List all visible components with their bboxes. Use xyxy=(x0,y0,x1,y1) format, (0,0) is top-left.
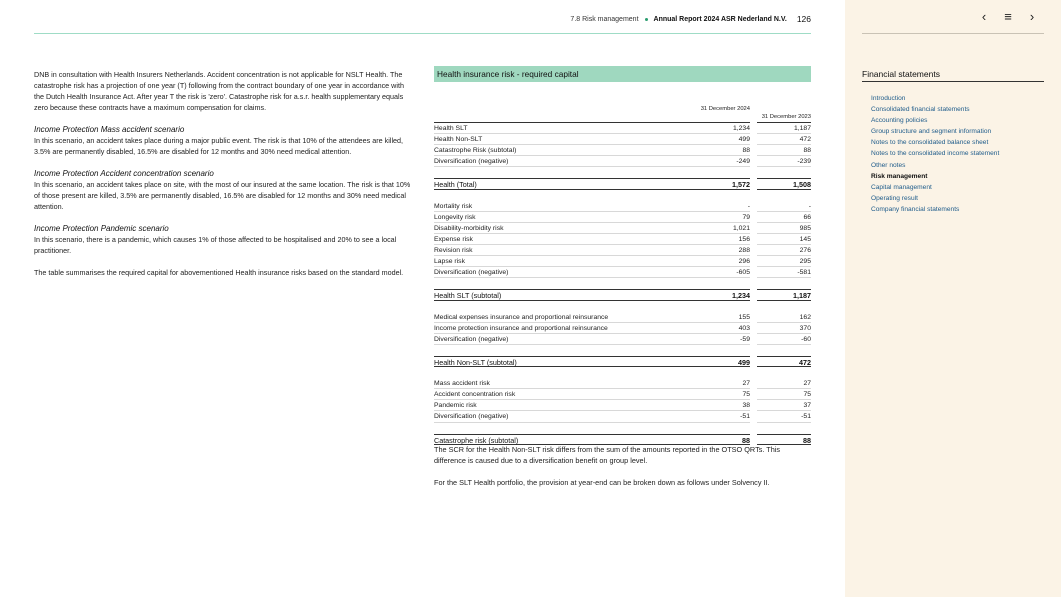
toc-item[interactable]: Company financial statements xyxy=(871,205,960,213)
value-2024: 155 xyxy=(696,312,750,323)
value-2023: 75 xyxy=(757,389,811,400)
table-column-headers xyxy=(434,82,811,123)
value-2023: 37 xyxy=(757,400,811,411)
value-2023: 295 xyxy=(757,256,811,267)
subtotal-label: Health Non-SLT (subtotal) xyxy=(434,356,696,367)
toc-item[interactable]: Capital management xyxy=(871,183,932,191)
row-label: Income protection insurance and proportional reinsurance xyxy=(434,323,696,334)
chevron-right-icon[interactable]: › xyxy=(1029,9,1035,24)
page-header xyxy=(570,14,811,24)
left-column xyxy=(34,69,412,289)
chevron-left-icon[interactable]: ‹ xyxy=(981,9,987,24)
row-label: Medical expenses insurance and proportional reinsurance xyxy=(434,312,696,323)
table-title: Health insurance risk - required capital xyxy=(434,66,811,82)
note-paragraph: For the SLT Health portfolio, the provision at year-end can be broken down as follows under Solvency II. xyxy=(434,478,770,487)
row-label: Pandemic risk xyxy=(434,400,696,411)
report-title: Annual Report 2024 ASR Nederland N.V. xyxy=(653,15,787,23)
section-label[interactable]: 7.8 Risk management xyxy=(570,15,639,23)
toc-item[interactable]: Introduction xyxy=(871,95,906,102)
value-2023: 145 xyxy=(757,234,811,245)
table-row xyxy=(434,123,811,134)
row-gap xyxy=(434,345,811,356)
toc-item[interactable]: Other notes xyxy=(871,161,906,169)
subtotal-label: Catastrophe risk (subtotal) xyxy=(434,434,696,445)
table-row xyxy=(434,223,811,234)
value-2023: 66 xyxy=(757,212,811,223)
table-row xyxy=(434,323,811,334)
table-row xyxy=(434,134,811,145)
summary-paragraph: The table summarises the required capital for abovementioned Health insurance risks based on the standard model. xyxy=(34,268,404,277)
table-row xyxy=(434,378,811,389)
value-2023: 370 xyxy=(757,323,811,334)
scenario-text: In this scenario, an accident takes place during a major public event. The risk is that 10% of the attendees are killed, 3.5% are permanently disabled, 16.5% are disabled for 12 months and 30% need medical attention. xyxy=(34,136,404,156)
row-label: Diversification (negative) xyxy=(434,156,696,167)
table-row xyxy=(434,156,811,167)
value-2023: 1,187 xyxy=(757,123,811,134)
nav-controls xyxy=(977,10,1039,23)
value-2024: -59 xyxy=(696,334,750,345)
toc-item[interactable]: Group structure and segment information xyxy=(871,128,992,136)
table-body xyxy=(434,123,811,456)
value-2023: 472 xyxy=(757,134,811,145)
table-row xyxy=(434,389,811,400)
value-2023: -51 xyxy=(757,411,811,422)
row-label: Diversification (negative) xyxy=(434,334,696,345)
table-row xyxy=(434,334,811,345)
value-2024: 156 xyxy=(696,234,750,245)
value-2024: 296 xyxy=(696,256,750,267)
value-2023: 276 xyxy=(757,245,811,256)
scenario-title: Income Protection Pandemic scenario xyxy=(34,224,169,233)
value-2024: -249 xyxy=(696,156,750,167)
value-2024: 88 xyxy=(696,145,750,156)
table-of-contents xyxy=(871,93,999,215)
subtotal-2023: 1,187 xyxy=(757,289,811,300)
sidebar-divider xyxy=(862,33,1044,34)
row-gap xyxy=(434,167,811,178)
row-label: Health Non-SLT xyxy=(434,134,696,145)
subtotal-row xyxy=(434,178,811,189)
row-label: Revision risk xyxy=(434,245,696,256)
value-2023: 162 xyxy=(757,312,811,323)
page-number: 126 xyxy=(796,14,811,24)
row-label: Disability-morbidity risk xyxy=(434,223,696,234)
scenario-pandemic xyxy=(34,223,412,256)
scenario-mass-accident xyxy=(34,124,412,157)
column-header-2024: 31 December 2024 xyxy=(700,106,750,112)
table-row xyxy=(434,267,811,278)
value-2024: 1,234 xyxy=(696,123,750,134)
value-2024: 79 xyxy=(696,212,750,223)
row-label: Diversification (negative) xyxy=(434,267,696,278)
intro-paragraph: DNB in consultation with Health Insurers Netherlands. Accident concentration is not applicable for NSLT Health. The catastrophe risk has a projection of one year (T) following from the contract boundary of one year in accordance with the Dutch Health Insurance Act. After year T the risk is 'zero'. Catastrophe risk for a.s.r. health supplementary equals zero because these contracts have a maximum compensation for claims. xyxy=(34,70,404,112)
value-2024: 75 xyxy=(696,389,750,400)
row-label: Mortality risk xyxy=(434,201,696,212)
row-label: Longevity risk xyxy=(434,212,696,223)
scenario-text: In this scenario, an accident takes place on site, with the most of our insured at the same location. The risk is that 10% of those present are killed, 3.5% are permanently disabled, 16.5% are disabled for 12 months and 30% need medical attention. xyxy=(34,180,411,211)
toc-item[interactable]: Notes to the consolidated income statement xyxy=(871,150,1000,158)
row-gap xyxy=(434,190,811,201)
table-row xyxy=(434,234,811,245)
value-2024: -605 xyxy=(696,267,750,278)
value-2024: 288 xyxy=(696,245,750,256)
value-2023: 27 xyxy=(757,378,811,389)
subtotal-2024: 1,572 xyxy=(696,178,750,189)
row-label: Diversification (negative) xyxy=(434,411,696,422)
table-row xyxy=(434,145,811,156)
toc-item[interactable]: Accounting policies xyxy=(871,117,928,125)
toc-item[interactable]: Risk management xyxy=(871,172,928,180)
row-gap xyxy=(434,301,811,312)
scenario-accident-concentration xyxy=(34,168,412,212)
sidebar-title-rule xyxy=(862,81,1044,82)
subtotal-2024: 499 xyxy=(696,356,750,367)
value-2024: 27 xyxy=(696,378,750,389)
row-label: Catastrophe Risk (subtotal) xyxy=(434,145,696,156)
separator-dot xyxy=(645,18,648,21)
value-2024: -51 xyxy=(696,411,750,422)
value-2023: 985 xyxy=(757,223,811,234)
column-header-2023: 31 December 2023 xyxy=(761,114,811,120)
row-gap xyxy=(434,278,811,289)
subtotal-label: Health (Total) xyxy=(434,178,696,189)
table-row xyxy=(434,256,811,267)
row-gap xyxy=(434,423,811,434)
header-divider xyxy=(34,33,811,34)
required-capital-table xyxy=(434,66,811,456)
subtotal-label: Health SLT (subtotal) xyxy=(434,289,696,300)
subtotal-2024: 1,234 xyxy=(696,289,750,300)
row-gap xyxy=(434,367,811,378)
toc-item[interactable]: Notes to the consolidated balance sheet xyxy=(871,139,989,147)
value-2024: 403 xyxy=(696,323,750,334)
toc-item[interactable]: Operating result xyxy=(871,194,918,202)
subtotal-2023: 88 xyxy=(757,434,811,445)
value-2024: 38 xyxy=(696,400,750,411)
scenario-title: Income Protection Mass accident scenario xyxy=(34,125,185,134)
value-2023: -581 xyxy=(757,267,811,278)
value-2024: 1,021 xyxy=(696,223,750,234)
row-label: Accident concentration risk xyxy=(434,389,696,400)
row-label: Lapse risk xyxy=(434,256,696,267)
value-2023: -60 xyxy=(757,334,811,345)
table-row xyxy=(434,400,811,411)
subtotal-2024: 88 xyxy=(696,434,750,445)
table-row xyxy=(434,201,811,212)
value-2024: 499 xyxy=(696,134,750,145)
subtotal-row xyxy=(434,289,811,300)
value-2023: -239 xyxy=(757,156,811,167)
table-row xyxy=(434,411,811,422)
table-row xyxy=(434,245,811,256)
menu-icon[interactable]: ≡ xyxy=(1004,9,1012,24)
row-label: Mass accident risk xyxy=(434,378,696,389)
row-label: Expense risk xyxy=(434,234,696,245)
value-2023: 88 xyxy=(757,145,811,156)
row-label: Health SLT xyxy=(434,123,696,134)
value-2024: - xyxy=(696,201,750,212)
subtotal-2023: 472 xyxy=(757,356,811,367)
table-row xyxy=(434,212,811,223)
subtotal-row xyxy=(434,356,811,367)
scenario-text: In this scenario, there is a pandemic, which causes 1% of those affected to be hospitalised and 20% to see a local practitioner. xyxy=(34,235,397,255)
table-notes xyxy=(434,444,811,499)
scenario-title: Income Protection Accident concentration scenario xyxy=(34,169,214,178)
table-row xyxy=(434,312,811,323)
note-paragraph: The SCR for the Health Non-SLT risk differs from the sum of the amounts reported in the OTSO QRTs. This difference is caused due to a diversification benefit on group level. xyxy=(434,445,781,465)
navigation-sidebar xyxy=(845,0,1061,597)
sidebar-title[interactable]: Financial statements xyxy=(862,69,940,79)
value-2023: - xyxy=(757,201,811,212)
toc-item[interactable]: Consolidated financial statements xyxy=(871,106,970,114)
subtotal-2023: 1,508 xyxy=(757,178,811,189)
